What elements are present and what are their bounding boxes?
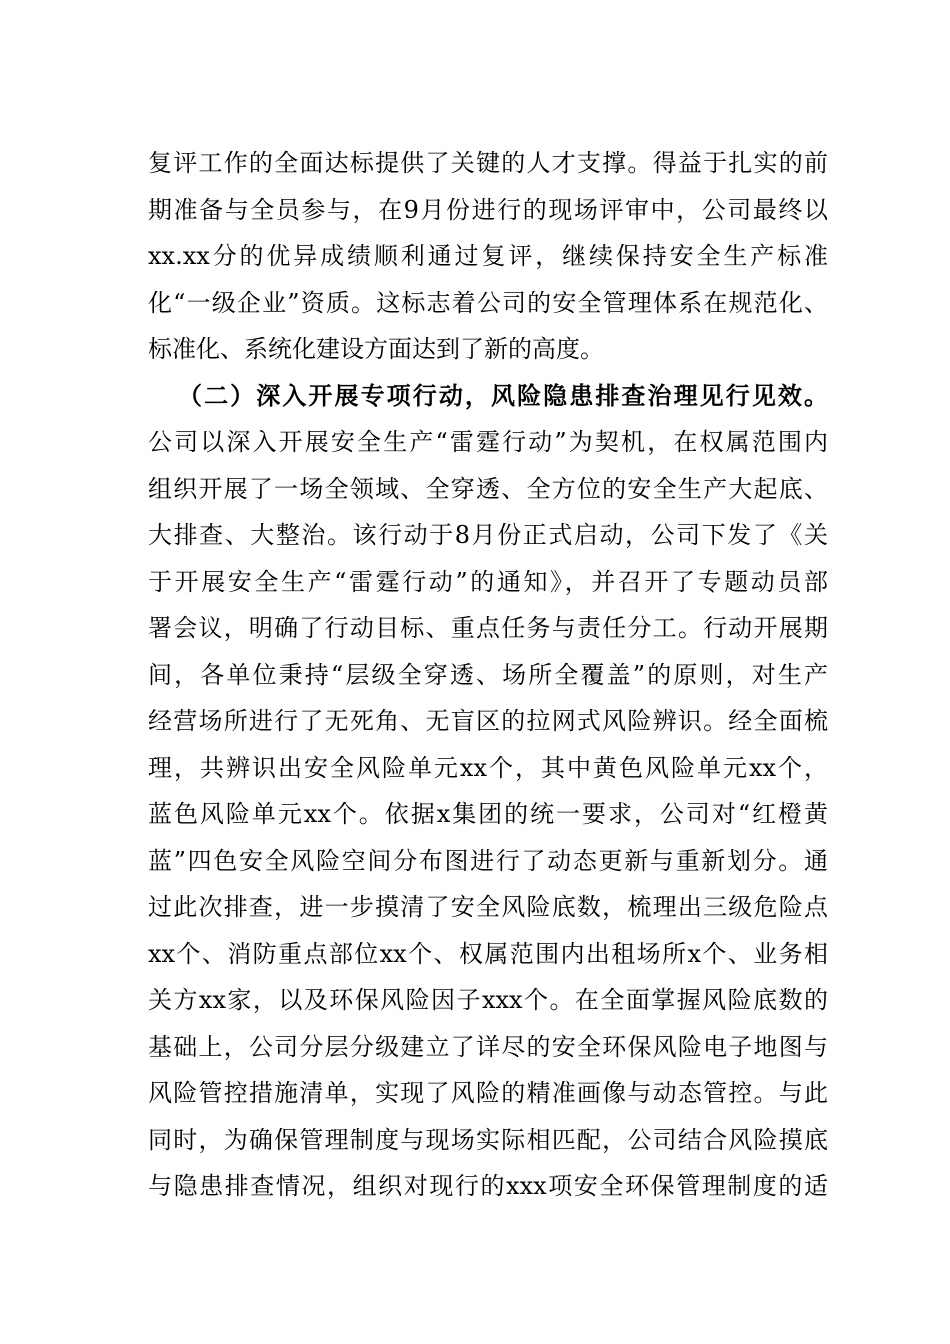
paragraph-line: 基础上，公司分层分级建立了详尽的安全环保风险电子地图与: [148, 1033, 828, 1061]
paragraph-line: 蓝色风险单元xx个。依据x集团的统一要求，公司对“红橙黄: [148, 800, 828, 828]
paragraph-line: 化“一级企业”资质。这标志着公司的安全管理体系在规范化、: [148, 289, 828, 317]
paragraph-line: 风险管控措施清单，实现了风险的精准画像与动态管控。与此: [148, 1079, 828, 1107]
section-heading: （二）深入开展专项行动，风险隐患排查治理见行见效。: [178, 381, 828, 410]
paragraph-line: 间，各单位秉持“层级全穿透、场所全覆盖”的原则，对生产: [148, 661, 828, 689]
paragraph-line: 理，共辨识出安全风险单元xx个，其中黄色风险单元xx个，: [148, 754, 828, 782]
paragraph-line: 标准化、系统化建设方面达到了新的高度。: [148, 335, 604, 363]
paragraph-line: 蓝”四色安全风险空间分布图进行了动态更新与重新划分。通: [148, 847, 828, 875]
paragraph-line: 于开展安全生产“雷霆行动”的通知》，并召开了专题动员部: [148, 568, 828, 596]
paragraph-line: 同时，为确保管理制度与现场实际相匹配，公司结合风险摸底: [148, 1126, 828, 1154]
paragraph-line: 大排查、大整治。该行动于8月份正式启动，公司下发了《关: [148, 521, 828, 549]
paragraph-line: 期准备与全员参与，在9月份进行的现场评审中，公司最终以: [148, 196, 828, 224]
paragraph-line: 复评工作的全面达标提供了关键的人才支撑。得益于扎实的前: [148, 149, 828, 177]
paragraph-line: xx.xx分的优异成绩顺利通过复评，继续保持安全生产标准: [148, 242, 828, 270]
paragraph-line: 关方xx家，以及环保风险因子xxx个。在全面掌握风险底数的: [148, 986, 828, 1014]
paragraph-line: 经营场所进行了无死角、无盲区的拉网式风险辨识。经全面梳: [148, 707, 828, 735]
paragraph-line: 组织开展了一场全领域、全穿透、全方位的安全生产大起底、: [148, 475, 828, 503]
paragraph-line: xx个、消防重点部位xx个、权属范围内出租场所x个、业务相: [148, 940, 828, 968]
paragraph-line: 公司以深入开展安全生产“雷霆行动”为契机，在权属范围内: [148, 428, 828, 456]
paragraph-line: 署会议，明确了行动目标、重点任务与责任分工。行动开展期: [148, 614, 828, 642]
paragraph-line: 与隐患排查情况，组织对现行的xxx项安全环保管理制度的适: [148, 1172, 828, 1200]
paragraph-line: 过此次排查，进一步摸清了安全风险底数，梳理出三级危险点: [148, 893, 828, 921]
